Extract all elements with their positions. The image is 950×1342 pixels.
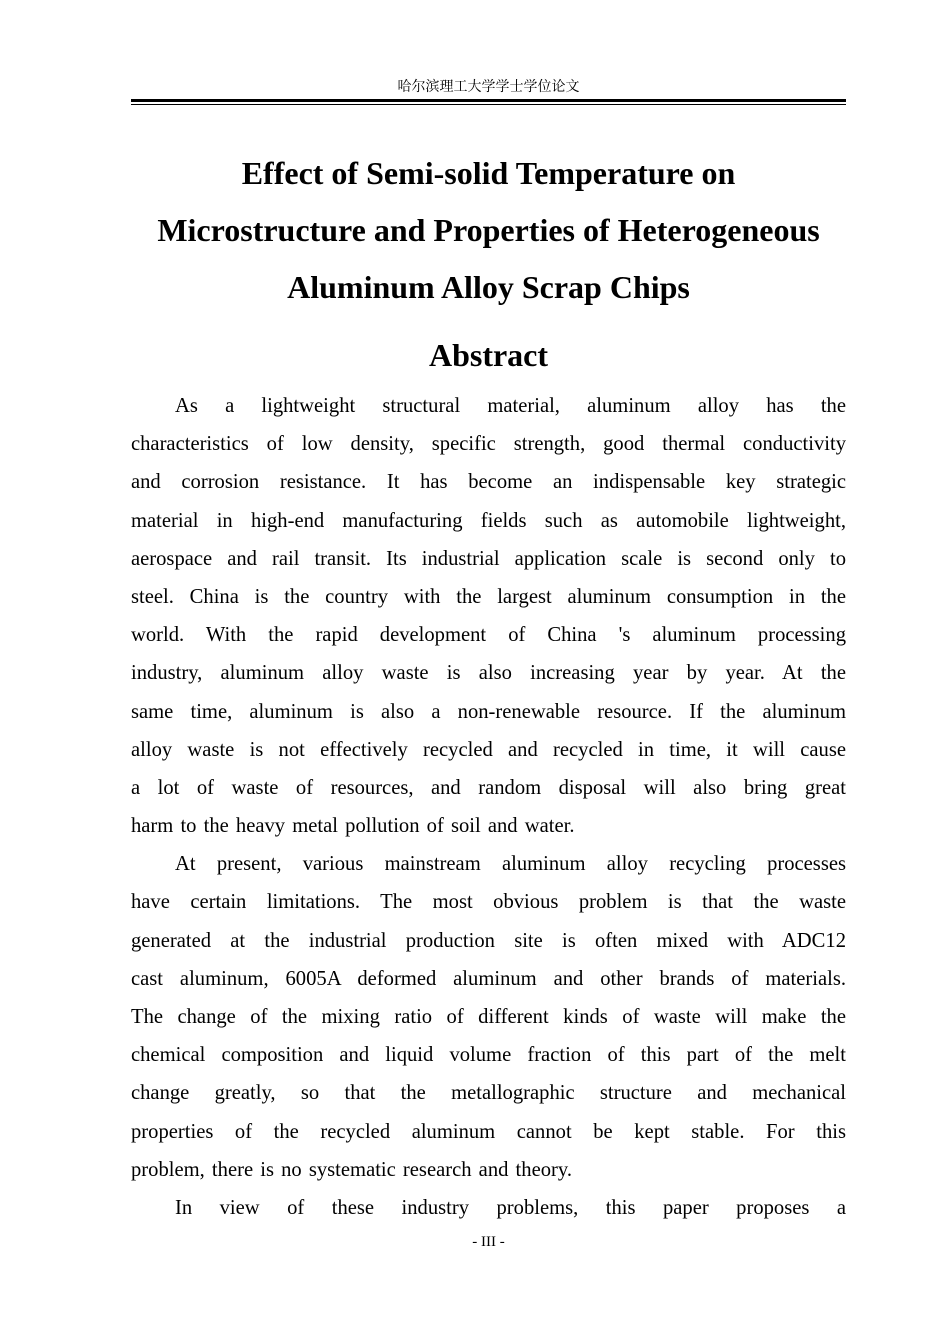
text-line: characteristics of low density, specific strength, good thermal conductivity [131,433,846,456]
text-line: world. With the rapid development of China 's aluminum processing [131,624,846,647]
text-line: chemical composition and liquid volume fraction of this part of the melt [131,1044,846,1067]
title-line: Effect of Semi-solid Temperature on [241,155,736,191]
text-line: material in high-end manufacturing fields such as automobile lightweight, [131,509,846,532]
text-line: aerospace and rail transit. Its industrial application scale is second only to [131,547,846,570]
text-line: a lot of waste of resources, and random disposal will also bring great [131,776,846,799]
paragraph-3 [131,1189,846,1227]
text-line: The change of the mixing ratio of different kinds of waste will make the [131,1006,846,1028]
text-line: same time, aluminum is also a non-renewable resource. If the aluminum [131,700,846,723]
thesis-title [120,145,857,316]
text-line: steel. China is the country with the largest aluminum consumption in the [131,585,846,608]
title-line: Aluminum Alloy Scrap Chips [287,269,690,305]
text-line: and corrosion resistance. It has become an indispensable key strategic [131,471,846,494]
paragraph-2 [131,845,846,1189]
text-line: properties of the recycled aluminum cannot be kept stable. For this [131,1120,846,1143]
text-line: change greatly, so that the metallographic structure and mechanical [131,1082,846,1105]
text-line: cast aluminum, 6005A deformed aluminum and other brands of materials. [131,967,846,990]
text-line: At present, various mainstream aluminum alloy recycling processes [175,853,846,876]
text-line: alloy waste is not effectively recycled and recycled in time, it will cause [131,738,846,761]
text-line: harm to the heavy metal pollution of soil and water. [131,815,575,838]
header-rule-thin [131,104,846,105]
text-line: In view of these industry problems, this paper proposes a [175,1196,846,1219]
title-line: Microstructure and Properties of Heterogeneous [157,212,820,248]
text-line: generated at the industrial production site is often mixed with ADC12 [131,929,846,952]
running-header: 哈尔滨理工大学学士学位论文 [397,79,580,95]
abstract-heading: Abstract [428,337,549,373]
text-line: problem, there is no systematic research and theory. [131,1158,572,1181]
text-line: industry, aluminum alloy waste is also increasing year by year. At the [131,662,846,685]
text-line: have certain limitations. The most obvious problem is that the waste [131,891,846,914]
paragraph-1 [131,387,846,845]
page-number: - III - [472,1234,505,1250]
text-line: As a lightweight structural material, aluminum alloy has the [175,395,846,417]
header-rule-thick [131,99,846,102]
abstract-body [131,387,846,1227]
